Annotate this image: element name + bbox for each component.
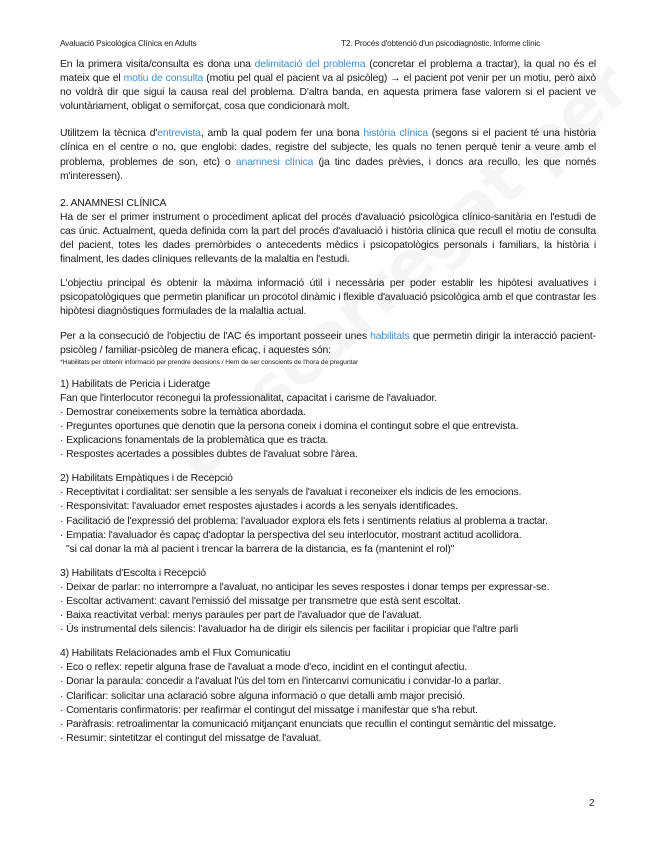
intro-paragraph-2 [60,127,596,183]
skill-group-pericia [60,378,596,463]
text-run: (motiu pel qual el pacient va al psicòleg) → el pacient pot venir per un motiu, però això no voldrà dir que sigui la causa real del problema. D'altra banda, en aquesta primera fase valorem si el pacient ve voluntàriament, obligat o semiforçat, cosa que condicionarà molt. [60,73,596,113]
list-item: · Empatia: l'avaluador és capaç d'adoptar la perspectiva del seu interlocutor, mostrant actitud acollidora. [60,529,596,543]
group-intro: Fan que l'interlocutor reconegui la professionalitat, capacitat i carisme de l'avaluador. [60,392,438,404]
text-run: En la primera visita/consulta es dona una [60,59,255,70]
term-historia-clinica: història clínica [363,128,428,140]
page-number: 2 [589,798,595,809]
list-item: · Responsivitat: l'avaluador emet respostes ajustades i acords a les senyals identificades. [60,500,596,514]
list-item: · Explicacions fonamentals de la problemàtica que es tracta. [60,434,596,448]
list-item: · Respostes acertades a possibles dubtes de l'avaluat sobre l'àrea. [60,448,596,462]
list-item: · Comentaris confirmatoris: per reafirmar el contingut del missatge i manifestar que s'ha rebut. [60,704,596,718]
list-item: · Eco o reflex: repetir alguna frase de l'avaluat a mode d'eco, incidint en el contingut afectiu. [60,661,596,675]
term-habilitats: habilitats [370,330,410,342]
list-item: · Paràfrasis: retroalimentar la comunicació mitjançant enunciats que recullin el contingut semàntic del missatge. [60,718,596,732]
list-item: · Deixar de parlar: no interrompre a l'avaluat, no anticipar les seves respostes i donar temps per expressar-se. [60,581,596,595]
group-title: 1) Habilitats de Pericia i Lideratge [60,378,210,390]
skill-group-empatiques [60,472,596,557]
list-item: · Demostrar coneixements sobre la temàtica abordada. [60,406,596,420]
page-content [60,58,596,746]
text-run: (ja tinc dades prèvies, i doncs ara recullo, les que només m'interessen). [60,156,596,182]
text-run: (concretar el problema a tractar), la qual no és el mateix que el [60,59,596,85]
footnote-habilitats: *Habilitats per obtenir informació per prendre decisions / Hem de ser conscients de l'hora de preguntar [60,358,359,366]
term-anamnesi-clinica: anamnesi clínica [235,156,314,168]
text-run: Per a la consecució de l'objectiu de l'AC és important posseeir unes [60,330,371,342]
group-title: 2) Habilitats Empàtiques i de Recepció [60,473,233,485]
list-item: · Escoltar activament: cavant l'emissió del missatge per transmetre que està sent escoltat. [60,595,596,609]
list-item: · Resumir: sintetitzar el contingut del missatge de l'avaluat. [60,732,596,746]
term-motiu-consulta: motiu de consulta [123,73,204,85]
section2-paragraph-2: L'objectiu principal és obtenir la màxima informació útil i necessària per poder establir les hipòtesi avaluatives i psicopatològiques que permetin planificar un procotol dinàmic i flexible d'avaluació psicològica amb el que contrastar les hipòtesi diagnòstiques formulades de la malaltia actual. [60,278,596,318]
list-item: · Donar la paraula: concedir a l'avaluat l'ús del torn en l'intercanvi comunicatiu i convidar-lo a parlar. [60,675,596,689]
text-run: , amb la qual podem fer una bona [200,128,364,140]
list-item: · Receptivitat i cordialitat: ser sensible a les senyals de l'avaluat i reconeixer els indicis de les emocions. [60,486,596,500]
group-title: 4) Habilitats Relacionades amb el Flux Comunicatiu [60,648,291,660]
list-item: · Ús instrumental dels silencis: l'avaluador ha de dirigir els silencis per facilitar i propiciar que l'altre parli [60,623,596,637]
text-run: Utilitzem la tècnica d' [60,128,158,140]
skill-group-escolta [60,567,596,637]
list-item: · Facilitació de l'expressió del problema: l'avaluador explora els fets i sentiments relatius al problema a tractar. [60,515,596,529]
group-title: 3) Habilitats d'Escolta i Recepció [60,567,206,579]
empathy-quote: "si cal donar la mà al pacient i trencar la barrera de la distancia, es fa (mantenint el rol)" [66,543,455,555]
section2-paragraph-3 [60,330,596,358]
header-topic-title: T2. Procés d'obtenció d'un psicodiagnòstic. Informe clínic [341,38,541,48]
text-run: (segons si el pacient té una història clínica en el centre o no, que englobi: dades, registre del subjecte, les quals no tenen perquè tenir a veure amb el problema, problemes de son, etc) o [60,128,597,168]
list-item: · Clarificar: solicitar una aclaració sobre alguna informació o que detalli amb major precisió. [60,690,596,704]
list-item: · Baixa reactivitat verbal: menys paraules per part de l'avaluador que de l'avaluat. [60,609,596,623]
list-item: · Preguntes oportunes que denotin que la persona coneix i domina el contingut sobre el que entrevista. [60,420,596,434]
term-delimitacio-problema: delimitació del problema [254,59,366,70]
header-course-title: Avaluació Psicològica Clínica en Adults [60,38,197,48]
section2-paragraph-1: Ha de ser el primer instrument o procediment aplicat del procés d'avaluació psicològica clínico-sanitària en l'estudi de cas únic. Actualment, queda definida com la part del procés d'avaluació i història clínica que recull el motiu de consulta del pacient, totes les dades premòrbides o antecedents mèdics i psicopatològics personals i familiars, la història i finalment, les dades clíniques rellevants de la malaltia en l'estudi. [60,211,596,266]
section-title-anamnesi: 2. ANAMNESI CLÍNICA [60,197,167,209]
skill-group-flux-comunicatiu [60,647,596,746]
text-run: que permetin dirigir la interacció pacient-psicòleg / familiar-psicòleg de manera eficaç, i aquestes són: [60,330,596,356]
intro-paragraph-1 [60,58,596,114]
term-entrevista: entrevista [157,128,201,140]
